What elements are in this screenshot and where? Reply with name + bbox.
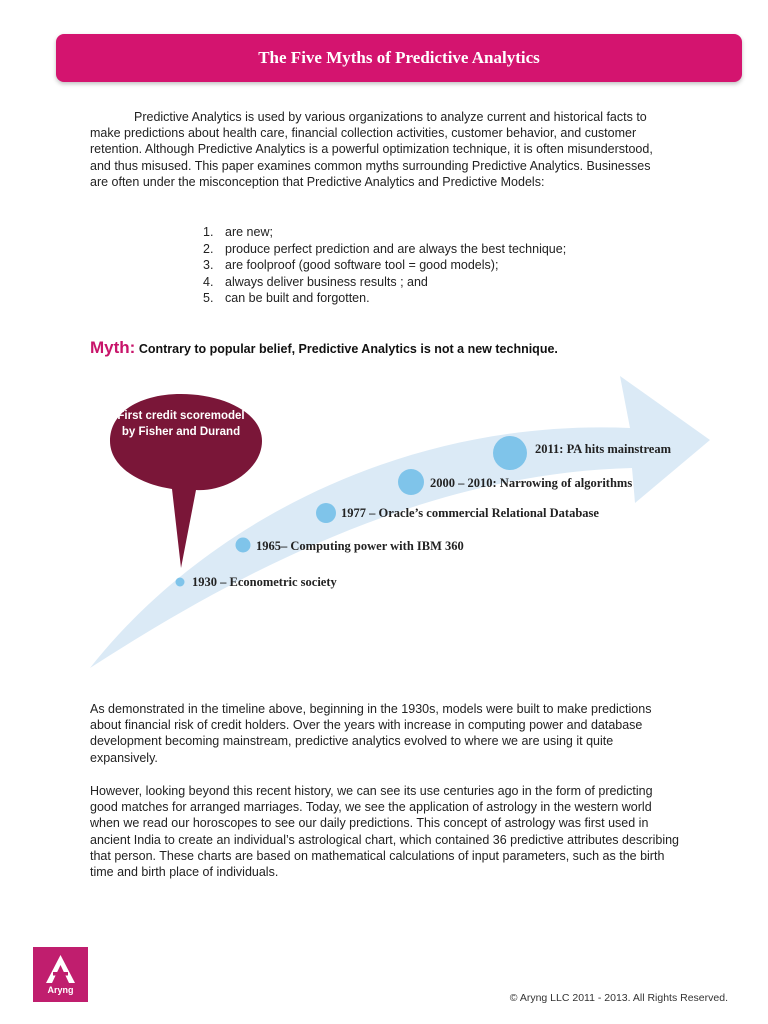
- timeline-event-label: 1977 – Oracle’s commercial Relational Database: [341, 506, 599, 520]
- list-item-number: 5.: [203, 291, 214, 305]
- list-item-number: 2.: [203, 241, 214, 256]
- list-item-text: produce perfect prediction and are always the best technique;: [225, 241, 567, 256]
- list-item-text: always deliver business results ; and: [225, 274, 428, 289]
- timeline-dot: [236, 538, 251, 553]
- title-banner: [56, 34, 742, 82]
- myth-heading: [90, 338, 730, 358]
- timeline-event-label: 2000 – 2010: Narrowing of algorithms: [430, 476, 633, 490]
- list-item: [203, 274, 683, 291]
- list-item-number: 4.: [203, 274, 214, 289]
- timeline-event-label: 1965– Computing power with IBM 360: [256, 539, 464, 553]
- footer-copyright: © Aryng LLC 2011 - 2013. All Rights Reserved.: [509, 992, 728, 1004]
- body-paragraph: As demonstrated in the timeline above, beginning in the 1930s, models were built to make predictions about financial risk of credit holders. Over the years with increase in computing power and database development becoming mainstream, predictive analytics evolved to where we are using it quite expansively.: [90, 702, 652, 765]
- timeline-dot: [398, 469, 424, 495]
- body-paragraph: However, looking beyond this recent history, we can see its use centuries ago in the form of predicting good matches for arranged marriages. Today, we see the application of astrology in the western world when we read our horoscopes to see our daily predictions. This concept of astrology was first used in ancient India to create an individual’s astrological chart, which contained 36 predictive attributes describing that person. These charts are based on mathematical calculations of input parameters, such as the birth time and birth place of individuals.: [90, 784, 680, 880]
- intro-text: Predictive Analytics is used by various organizations to analyze current and historical facts to make predictions about health care, financial collection activities, customer behavior, and customer retention. Although Predictive Analytics is a powerful optimization technique, it is often misunderstood, and thus misused. This paper examines common myths surrounding Predictive Analytics. Businesses are often under the misconception that Predictive Analytics and Predictive Models:: [90, 110, 653, 189]
- intro-paragraph: [90, 109, 660, 190]
- list-item: [203, 224, 683, 241]
- list-item-text: are new;: [225, 225, 273, 239]
- bubble-text: First credit scoremodel by Fisher and Durand: [117, 410, 245, 438]
- timeline-dot: [176, 578, 185, 587]
- myth-statement: Contrary to popular belief, Predictive Analytics is not a new technique.: [138, 342, 558, 356]
- list-item-number: 1.: [203, 225, 214, 239]
- timeline-dot: [316, 503, 336, 523]
- list-item: [203, 257, 683, 274]
- list-item-number: 3.: [203, 258, 214, 272]
- timeline-event-label: 2011: PA hits mainstream: [535, 442, 671, 456]
- list-item-text: are foolproof (good software tool = good models);: [225, 258, 499, 272]
- logo-a-icon: [44, 953, 77, 985]
- aryng-logo: [33, 947, 88, 1002]
- myth-label: Myth:: [90, 338, 136, 357]
- list-item: [203, 241, 683, 258]
- timeline-diagram: [80, 368, 720, 678]
- page-title: The Five Myths of Predictive Analytics: [258, 48, 540, 67]
- myths-list: [203, 224, 683, 307]
- logo-text: Aryng: [47, 985, 74, 995]
- list-item: [203, 290, 683, 307]
- timeline-event-label: 1930 – Econometric society: [192, 575, 337, 589]
- timeline-dot: [493, 436, 527, 470]
- list-item-text: can be built and forgotten.: [225, 291, 370, 305]
